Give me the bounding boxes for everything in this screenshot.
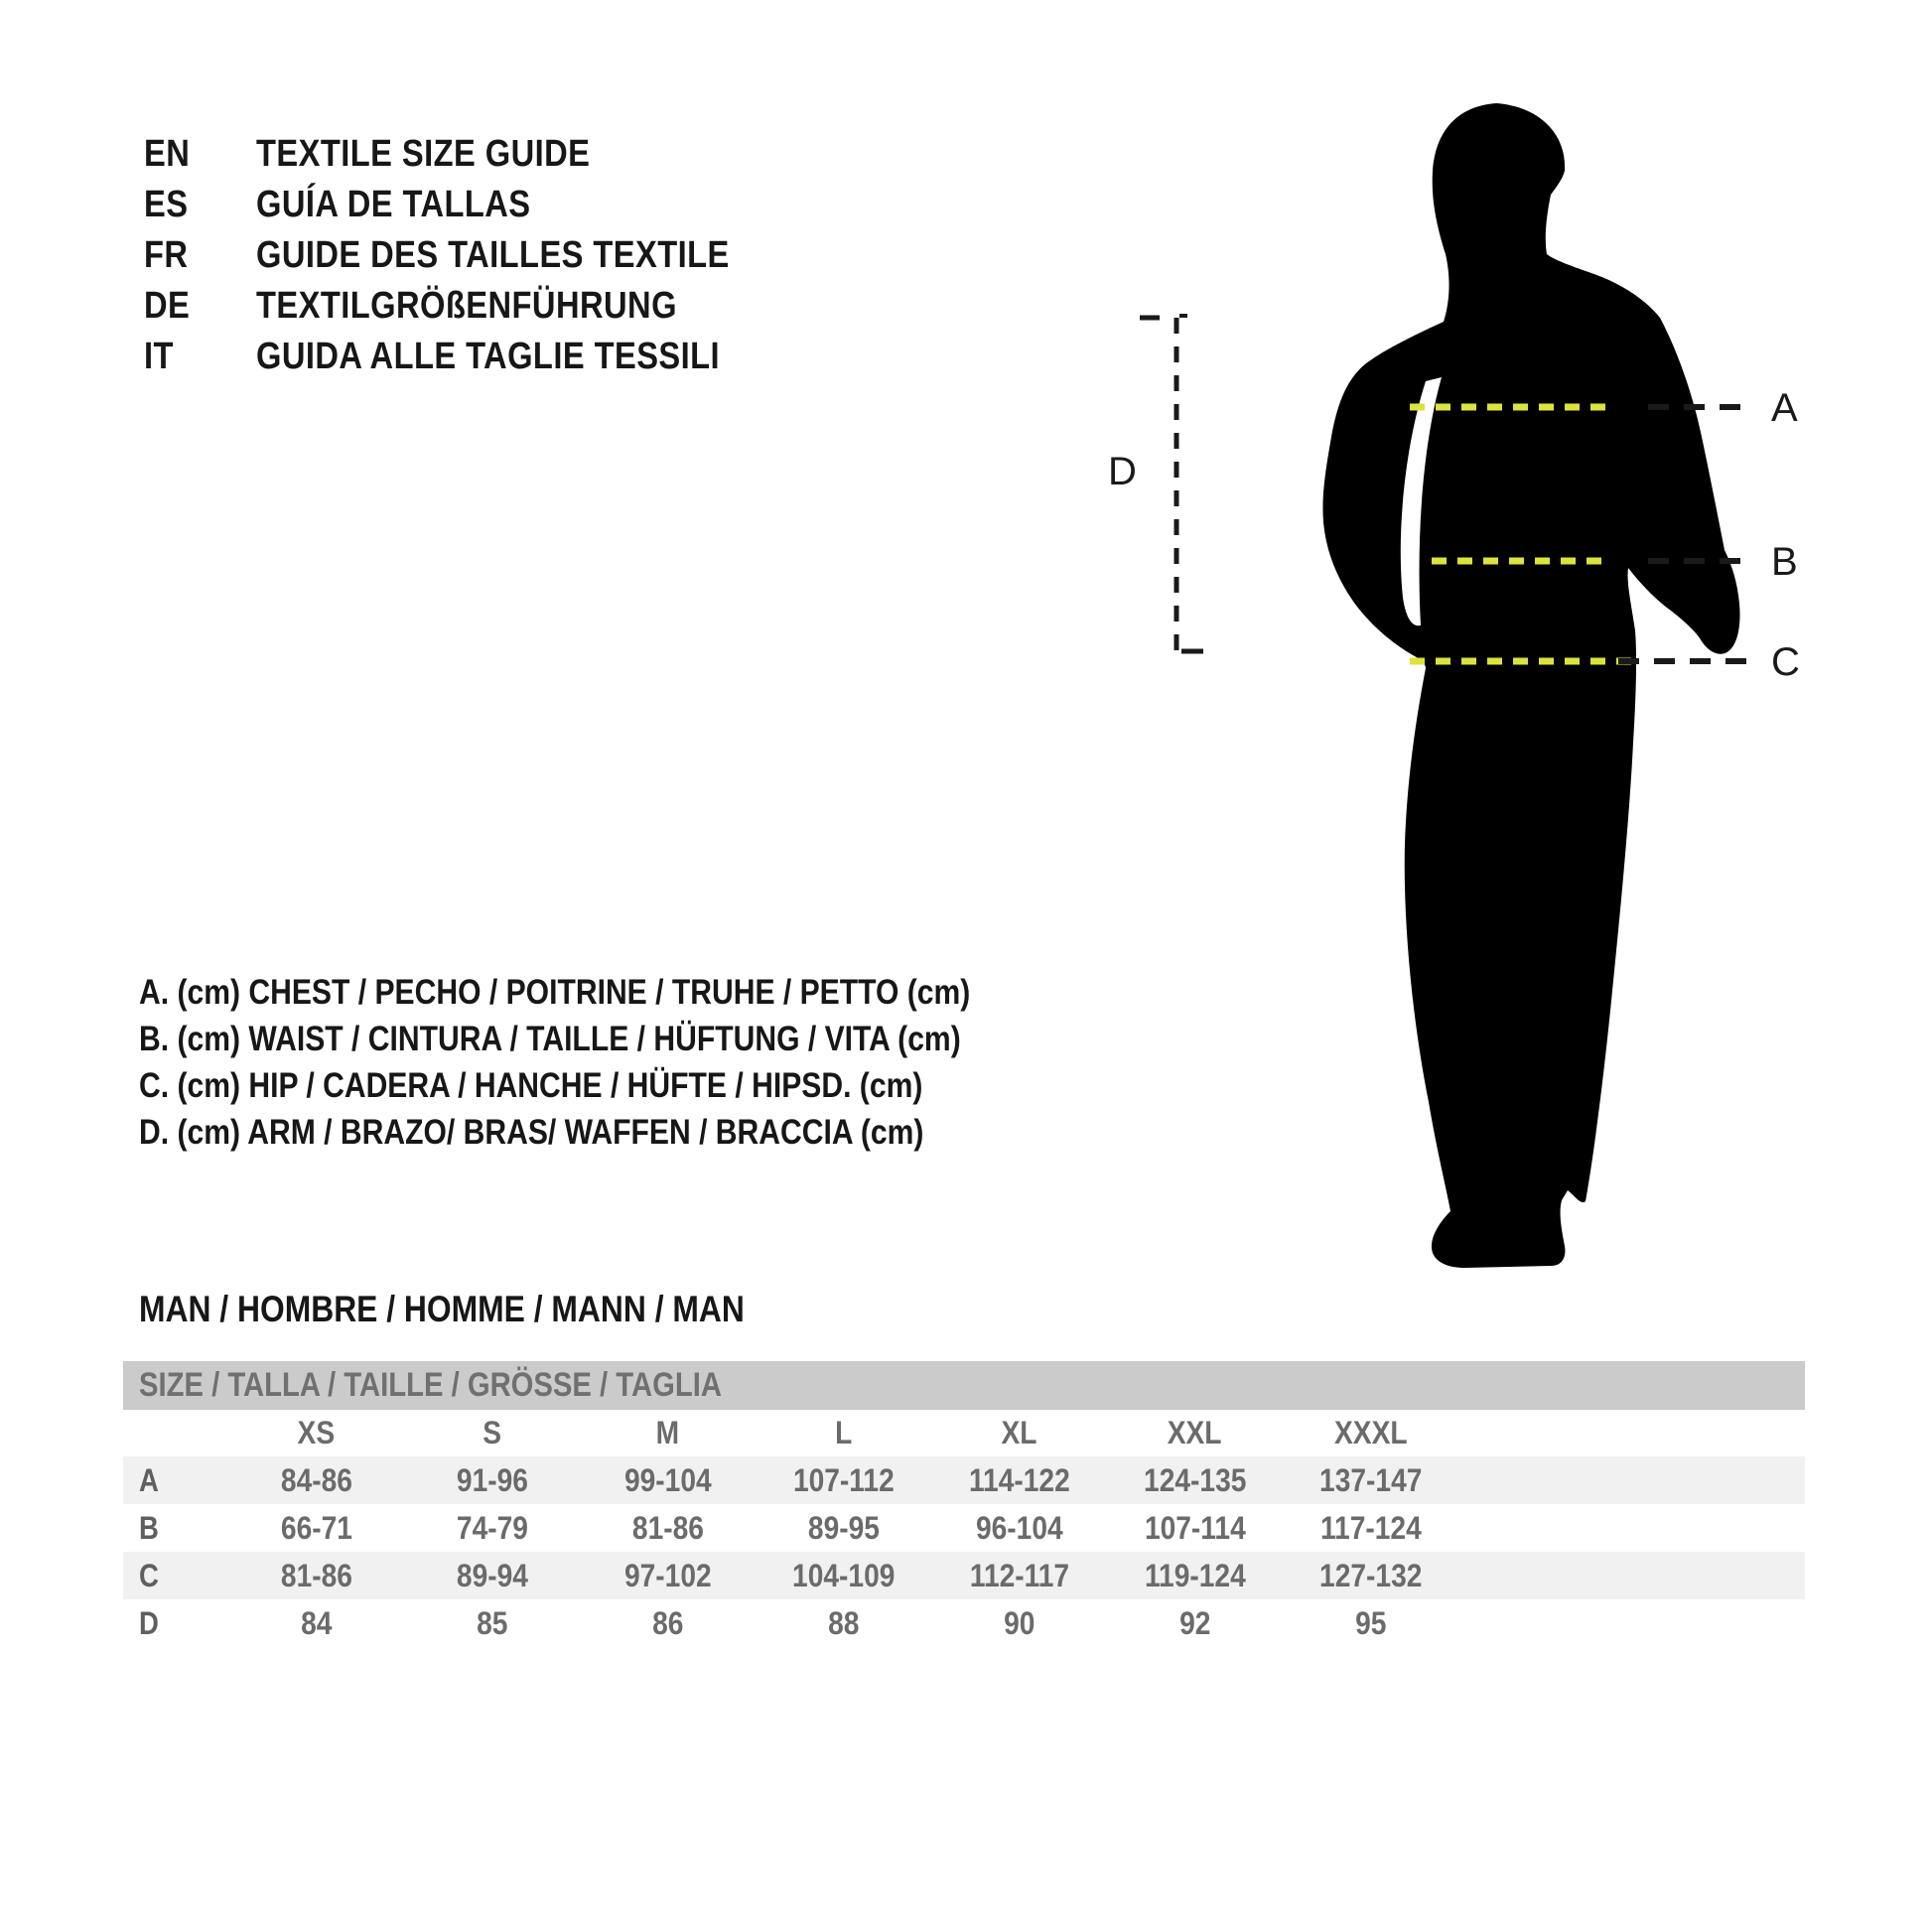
cell-c-s: 89-94 — [456, 1557, 528, 1593]
cell-a-xs: 84-86 — [280, 1461, 352, 1498]
cell-b-xs: 66-71 — [280, 1509, 352, 1546]
cell-c-xxl: 119-124 — [1144, 1557, 1246, 1593]
waist-label: B — [1771, 540, 1798, 584]
cell-d-xxl: 92 — [1178, 1604, 1211, 1641]
cell-b-xxxl: 117-124 — [1319, 1509, 1422, 1546]
table-row-waist — [123, 1504, 1805, 1552]
size-xxxl: XXXL — [1333, 1415, 1408, 1450]
size-xs: XS — [297, 1415, 336, 1450]
lang-code-de: DE — [144, 285, 191, 327]
lang-code-es: ES — [144, 184, 189, 225]
cell-c-xxxl: 127-132 — [1318, 1557, 1423, 1593]
measurement-legend — [139, 969, 1106, 1156]
cell-a-xxl: 124-135 — [1143, 1461, 1247, 1498]
gender-title: MAN / HOMBRE / HOMME / MANN / MAN — [139, 1289, 745, 1329]
language-title-list — [144, 129, 806, 382]
cell-c-l: 104-109 — [791, 1557, 896, 1593]
language-row-en — [144, 129, 806, 180]
table-row-chest — [123, 1456, 1805, 1504]
cell-c-xs: 81-86 — [280, 1557, 352, 1593]
size-header-row — [123, 1410, 1805, 1456]
legend-waist: B. (cm) WAIST / CINTURA / TAILLE / HÜFTUNG / VITA (cm) — [139, 1019, 961, 1058]
row-label-d: D — [139, 1604, 159, 1641]
cell-c-xl: 112-117 — [969, 1557, 1069, 1593]
size-l: L — [834, 1415, 853, 1450]
row-label-a: A — [139, 1461, 159, 1498]
man-silhouette — [1322, 103, 1739, 1268]
cell-d-xs: 84 — [300, 1604, 333, 1641]
cell-b-m: 81-86 — [631, 1509, 704, 1546]
size-xxl: XXL — [1168, 1415, 1222, 1450]
cell-b-xxl: 107-114 — [1144, 1509, 1246, 1546]
legend-arm: D. (cm) ARM / BRAZO/ BRAS/ WAFFEN / BRACCIA (cm) — [139, 1112, 924, 1152]
man-silhouette-figure — [1092, 87, 1866, 1269]
size-table — [123, 1361, 1805, 1647]
cell-b-xl: 96-104 — [975, 1509, 1063, 1546]
hip-label: C — [1771, 640, 1800, 684]
table-row-arm — [123, 1599, 1805, 1647]
lang-code-it: IT — [144, 336, 174, 377]
lang-code-en: EN — [144, 133, 191, 175]
lang-title-de: TEXTILGRÖßENFÜHRUNG — [256, 285, 677, 327]
lang-title-en: TEXTILE SIZE GUIDE — [256, 133, 591, 175]
row-label-b: B — [139, 1509, 159, 1546]
size-m: M — [655, 1415, 680, 1450]
size-s: S — [483, 1415, 501, 1450]
size-xl: XL — [1001, 1415, 1037, 1450]
cell-b-s: 74-79 — [456, 1509, 528, 1546]
lang-title-es: GUÍA DE TALLAS — [256, 184, 531, 225]
lang-code-fr: FR — [144, 234, 189, 276]
cell-a-l: 107-112 — [792, 1461, 895, 1498]
cell-d-xl: 90 — [1003, 1604, 1035, 1641]
size-table-header: SIZE / TALLA / TAILLE / GRÖSSE / TAGLIA — [139, 1366, 722, 1404]
language-row-de — [144, 281, 806, 332]
cell-d-s: 85 — [476, 1604, 508, 1641]
language-row-it — [144, 332, 806, 382]
legend-chest: A. (cm) CHEST / PECHO / POITRINE / TRUHE / PETTO (cm) — [139, 972, 971, 1012]
cell-a-xxxl: 137-147 — [1318, 1461, 1423, 1498]
lang-title-it: GUIDA ALLE TAGLIE TESSILI — [256, 336, 721, 377]
language-row-fr — [144, 230, 806, 281]
man-silhouette-svg — [1092, 87, 1866, 1269]
cell-b-l: 89-95 — [807, 1509, 880, 1546]
cell-c-m: 97-102 — [623, 1557, 712, 1593]
cell-a-xl: 114-122 — [968, 1461, 1070, 1498]
table-row-hip — [123, 1552, 1805, 1599]
lang-title-fr: GUIDE DES TAILLES TEXTILE — [256, 234, 730, 276]
language-row-es — [144, 180, 806, 230]
chest-label: A — [1771, 386, 1798, 430]
legend-hip: C. (cm) HIP / CADERA / HANCHE / HÜFTE / HIPSD. (cm) — [139, 1065, 923, 1105]
cell-d-m: 86 — [651, 1604, 684, 1641]
cell-d-l: 88 — [827, 1604, 860, 1641]
cell-a-m: 99-104 — [623, 1461, 712, 1498]
arm-label: D — [1108, 450, 1137, 493]
cell-a-s: 91-96 — [456, 1461, 528, 1498]
cell-d-xxxl: 95 — [1354, 1604, 1387, 1641]
row-label-c: C — [139, 1557, 159, 1593]
